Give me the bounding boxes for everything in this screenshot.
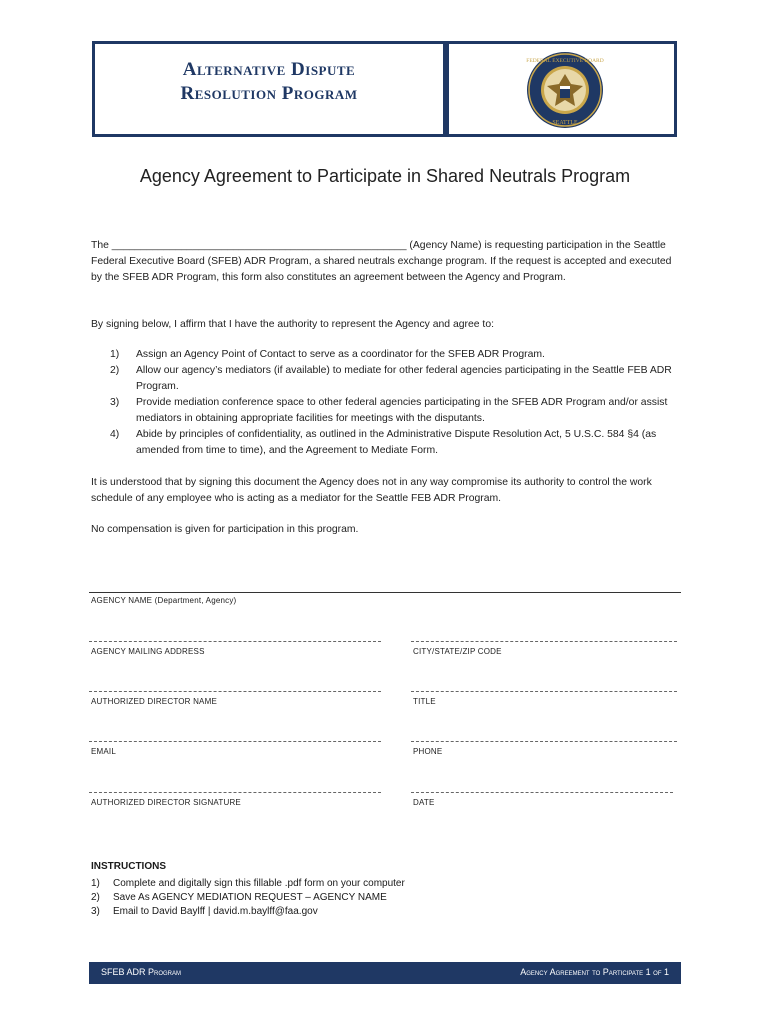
- instruction-text: Email to David Baylff | david.m.baylff@faa.gov: [113, 906, 318, 917]
- list-number: 4): [110, 429, 120, 440]
- instruction-item: [91, 891, 405, 905]
- list-item: [110, 363, 680, 395]
- program-title-line1: Alternative Dispute: [182, 59, 356, 80]
- seal-box: [446, 41, 677, 137]
- list-item: [110, 395, 680, 427]
- instruction-number: 2): [91, 892, 100, 903]
- list-item: [110, 347, 680, 363]
- title-label: TITLE: [413, 697, 436, 706]
- list-text: Provide mediation conference space to other federal agencies participating in the SFEB ADR Program and/or assist mediators in obtaining appropriate facilities for meetings with the disputants.: [136, 397, 668, 424]
- phone-field[interactable]: [411, 741, 677, 742]
- document-title: Agency Agreement to Participate in Shared Neutrals Program: [139, 166, 631, 186]
- seal-bottom-text: SEATTLE: [552, 120, 578, 126]
- email-field[interactable]: [89, 741, 381, 742]
- list-number: 3): [110, 397, 120, 408]
- list-number: 2): [110, 365, 120, 376]
- list-text: Allow our agency’s mediators (if available) to mediate for other federal agencies participating in the Seattle FEB ADR Program.: [136, 365, 672, 392]
- program-title-line2: Resolution Program: [180, 83, 358, 104]
- agency-name-line[interactable]: [89, 592, 681, 593]
- instruction-item: [91, 905, 405, 919]
- signature-field[interactable]: [89, 792, 381, 793]
- list-text: Abide by principles of confidentiality, as outlined in the Administrative Dispute Resolution Act, 5 U.S.C. 584 §4 (as amended from time to time), and the Agreement to Mediate Form.: [136, 429, 657, 456]
- list-number: 1): [110, 349, 120, 360]
- instructions-list: [91, 877, 405, 919]
- mailing-address-label: AGENCY MAILING ADDRESS: [91, 647, 205, 656]
- city-state-zip-label: CITY/STATE/ZIP CODE: [413, 647, 502, 656]
- affirm-paragraph: By signing below, I affirm that I have the authority to represent the Agency and agree to:: [91, 319, 494, 330]
- mailing-address-field[interactable]: [89, 641, 381, 642]
- director-name-field[interactable]: [89, 691, 381, 692]
- date-field[interactable]: [411, 792, 673, 793]
- instruction-number: 3): [91, 906, 100, 917]
- feb-seal-logo: [525, 50, 605, 130]
- instructions-heading: INSTRUCTIONS: [91, 861, 166, 872]
- list-text: Assign an Agency Point of Contact to serve as a coordinator for the SFEB ADR Program.: [136, 349, 545, 360]
- program-title-box: [92, 41, 446, 137]
- instruction-number: 1): [91, 878, 100, 889]
- instruction-text: Complete and digitally sign this fillable .pdf form on your computer: [113, 878, 405, 889]
- date-label: DATE: [413, 798, 435, 807]
- program-title: [95, 58, 443, 106]
- compensation-paragraph: No compensation is given for participation in this program.: [91, 524, 359, 535]
- phone-label: PHONE: [413, 747, 443, 756]
- understood-paragraph: It is understood that by signing this document the Agency does not in any way compromise its authority to control the work schedule of any employee who is acting as a mediator for the Seattle FEB ADR Program.: [91, 477, 652, 504]
- page-footer: [89, 962, 681, 984]
- footer-left-text: SFEB ADR Program: [101, 967, 182, 977]
- list-item: [110, 427, 680, 459]
- title-field[interactable]: [411, 691, 677, 692]
- agreement-list: [110, 347, 680, 459]
- seal-top-text: FEDERAL EXECUTIVE BOARD: [526, 58, 604, 64]
- intro-paragraph: The ___________________________________________________ (Agency Name) is requesting participation in the Seattle Federal Executive Board (SFEB) ADR Program, a shared neutrals exchange program. If the request is accepted and executed by the SFEB ADR Program, this form also constitutes an agreement between the Agency and Program.: [91, 240, 672, 283]
- city-state-zip-field[interactable]: [411, 641, 677, 642]
- signature-label: AUTHORIZED DIRECTOR SIGNATURE: [91, 798, 241, 807]
- instruction-item: [91, 877, 405, 891]
- director-name-label: AUTHORIZED DIRECTOR NAME: [91, 697, 217, 706]
- agency-name-label: AGENCY NAME (Department, Agency): [91, 596, 237, 605]
- footer-right-text: Agency Agreement to Participate 1 of 1: [520, 967, 669, 977]
- instruction-text: Save As AGENCY MEDIATION REQUEST – AGENCY NAME: [113, 892, 387, 903]
- email-label: EMAIL: [91, 747, 117, 756]
